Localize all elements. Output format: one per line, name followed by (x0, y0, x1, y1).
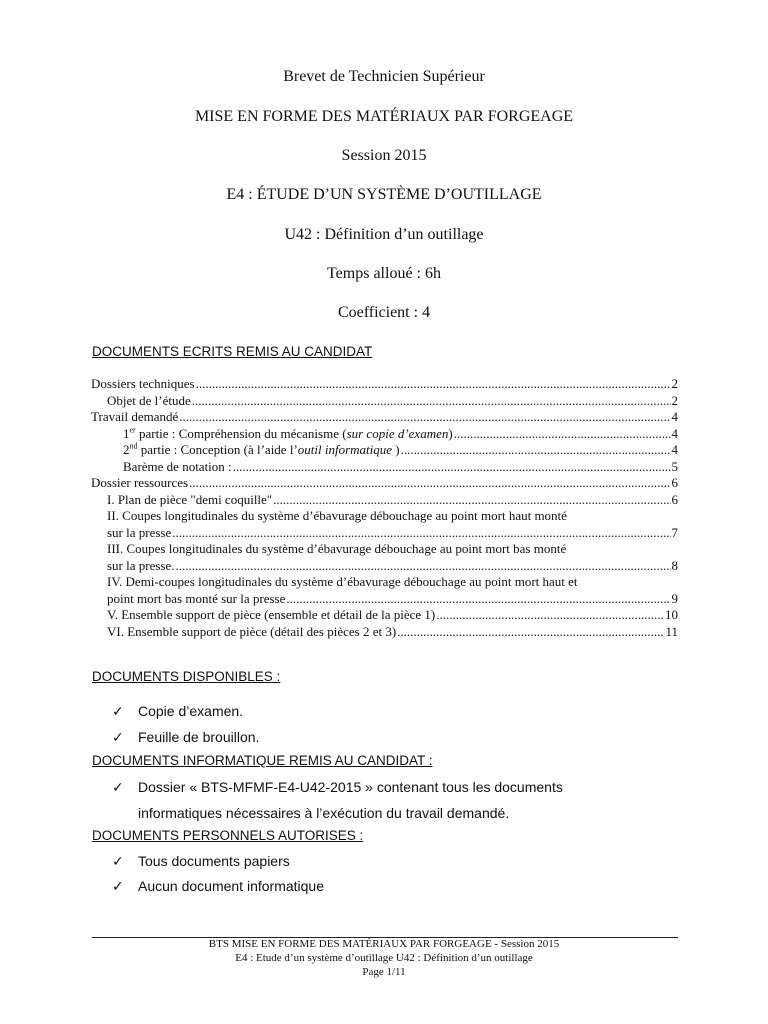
toc-entry-dossier-ressources[interactable] (91, 475, 678, 492)
toc-label: I. Plan de pièce "demi coquille" (107, 491, 273, 507)
list-item-text: Dossier « BTS-MFMF-E4-U42-2015 » contenant tous les documents (138, 779, 563, 795)
toc-label (123, 442, 400, 459)
toc-label: sur la presse (107, 524, 172, 540)
documents-ecrits-heading: DOCUMENTS ECRITS REMIS AU CANDIDAT (92, 344, 373, 359)
unit-title: U42 : Définition d’un outillage (284, 226, 484, 243)
part-number: 1 (123, 425, 130, 441)
toc-entry-ressource-6[interactable] (91, 624, 678, 641)
toc-entry-bareme[interactable] (91, 459, 678, 476)
documents-disponibles-heading: DOCUMENTS DISPONIBLES : (92, 669, 281, 684)
toc-entry-travail[interactable] (91, 409, 678, 426)
toc-entry-ressource-1[interactable] (91, 492, 678, 509)
toc-label: Dossier ressources (91, 475, 189, 490)
toc-label: V. Ensemble support de pièce (ensemble et détail de la pièce 1) (107, 607, 436, 622)
toc-page: 10 (665, 607, 678, 622)
header-line-1: Brevet de Technicien Supérieur (283, 68, 485, 85)
footer-subtitle: E4 : Etude d’un système d’outillage U42 : Définition d’un outillage (235, 952, 533, 964)
table-of-contents (91, 376, 678, 640)
part-text-end: ) (392, 442, 400, 457)
session: Session 2015 (341, 147, 427, 164)
toc-entry-ressource-3-line[interactable]: III. Coupes longitudinales du système d’ébavurage débouchage au point mort bas monté (107, 541, 567, 556)
toc-leader (233, 459, 671, 476)
page-number: Page 1/11 (362, 966, 406, 978)
exam-title: E4 : ÉTUDE D’UN SYSTÈME D’OUTILLAGE (226, 186, 542, 203)
list-item-continuation: informatiques nécessaires à l’exécution du travail demandé. (138, 805, 510, 821)
toc-entry-partie-2[interactable] (91, 442, 678, 459)
part-suffix: nd (129, 441, 138, 451)
toc-leader (172, 525, 670, 542)
toc-label (123, 426, 453, 443)
toc-entry-ressource-2[interactable] (91, 525, 678, 542)
toc-leader (286, 591, 670, 608)
toc-label: Barème de notation : (123, 458, 232, 474)
part-suffix: er (129, 425, 136, 435)
document-subject: MISE EN FORME DES MATÉRIAUX PAR FORGEAGE (194, 108, 574, 125)
toc-leader (273, 492, 670, 509)
time-allowed: Temps alloué : 6h (327, 265, 441, 282)
toc-leader (436, 607, 664, 624)
toc-page: 2 (671, 392, 678, 408)
toc-entry-ressource-3[interactable] (91, 558, 678, 575)
toc-leader (189, 475, 670, 492)
toc-page: 9 (671, 590, 678, 606)
list-item-text: Feuille de brouillon. (138, 729, 260, 745)
list-item (112, 703, 243, 720)
toc-label: sur la presse. (107, 557, 175, 573)
documents-informatique-heading: DOCUMENTS INFORMATIQUE REMIS AU CANDIDAT : (92, 753, 433, 768)
toc-entry-ressource-4[interactable] (91, 591, 678, 608)
toc-label: Travail demandé (91, 409, 179, 424)
list-item (112, 853, 290, 870)
toc-page: 4 (671, 425, 678, 441)
toc-page: 4 (671, 442, 678, 457)
check-mark-icon: ✓ (112, 703, 124, 719)
toc-page: 2 (671, 376, 678, 391)
toc-leader (401, 442, 671, 459)
toc-entry-ressource-5[interactable] (91, 607, 678, 624)
toc-entry-ressource-4-line[interactable]: IV. Demi-coupes longitudinales du système d’ébavurage débouchage au point mort haut et (107, 574, 578, 589)
check-mark-icon: ✓ (112, 853, 124, 869)
footer-title: BTS MISE EN FORME DES MATÉRIAUX PAR FORGEAGE - Session 2015 (208, 938, 560, 950)
toc-label: VI. Ensemble support de pièce (détail des pièces 2 et 3) (107, 623, 397, 639)
toc-page: 7 (671, 524, 678, 540)
part-italic: sur copie d’examen (346, 425, 449, 441)
toc-page: 4 (671, 409, 678, 424)
toc-page: 8 (671, 557, 678, 573)
toc-leader (176, 558, 671, 575)
toc-leader (179, 409, 670, 426)
toc-leader (196, 376, 671, 393)
list-item-text: Aucun document informatique (138, 878, 324, 894)
coefficient: Coefficient : 4 (337, 304, 431, 321)
toc-leader (454, 426, 671, 443)
list-item (112, 779, 563, 796)
part-number: 2 (123, 442, 130, 457)
part-italic: outil informatique (297, 442, 393, 457)
part-text-end: ) (448, 425, 453, 441)
toc-leader (192, 393, 671, 410)
toc-entry-objet[interactable] (91, 393, 678, 410)
list-item-text: Copie d’examen. (138, 703, 244, 719)
toc-page: 6 (671, 475, 678, 490)
toc-entry-dossiers-techniques[interactable] (91, 376, 678, 393)
toc-page: 6 (671, 491, 678, 507)
part-text: partie : Compréhension du mécanisme ( (135, 425, 347, 441)
documents-personnels-heading: DOCUMENTS PERSONNELS AUTORISES : (92, 828, 364, 843)
part-text: partie : Conception (à l’aide l’ (137, 442, 298, 457)
toc-label: point mort bas monté sur la presse (107, 590, 286, 606)
list-item (112, 729, 259, 746)
toc-entry-partie-1[interactable] (91, 426, 678, 443)
toc-entry-ressource-2-line[interactable]: II. Coupes longitudinales du système d’ébavurage débouchage au point mort haut monté (107, 508, 567, 523)
toc-page: 5 (671, 458, 678, 474)
list-item (112, 878, 324, 895)
list-item-text: Tous documents papiers (138, 853, 290, 869)
toc-label: Objet de l’étude (107, 392, 191, 408)
check-mark-icon: ✓ (112, 878, 124, 894)
toc-page: 11 (665, 623, 678, 639)
check-mark-icon: ✓ (112, 729, 124, 745)
check-mark-icon: ✓ (112, 779, 124, 795)
toc-leader (397, 624, 664, 641)
toc-label: Dossiers techniques (91, 376, 195, 391)
